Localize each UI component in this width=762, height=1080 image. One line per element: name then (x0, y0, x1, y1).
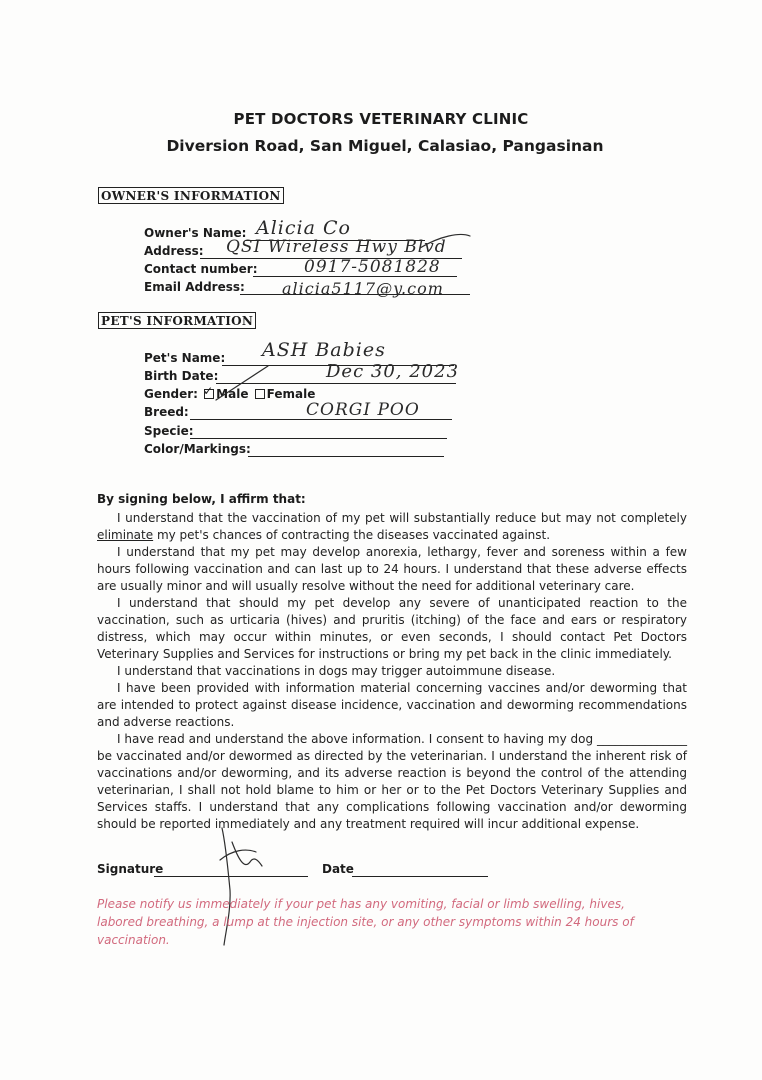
owner-address-label: Address: (144, 244, 204, 258)
birth-date-field[interactable]: Dec 30, 2023 (326, 361, 460, 382)
gender-strike-mark (216, 366, 268, 400)
consent-paragraph: I have been provided with information material concerning vaccines and/or deworming that are intended to protect against disease incidence, vaccination and deworming recommendations and adverse reactions. (97, 681, 687, 729)
consent-paragraph: I understand that vaccinations in dogs may trigger autoimmune disease. (117, 664, 556, 678)
consent-paragraph: I understand that my pet may develop anorexia, lethargy, fever and soreness within a few hours following vaccination and can last up to 24 hours. I understand that these adverse effects are usually minor and will usually resolve without the need for additional veterinary care. (97, 545, 687, 593)
contact-number-field[interactable]: 0917-5081828 (304, 257, 441, 277)
female-option-label: Female (266, 387, 316, 401)
gender-label: Gender: (144, 387, 198, 401)
owner-name-field[interactable]: Alicia Co (256, 217, 351, 239)
color-markings-label: Color/Markings: (144, 442, 251, 456)
consent-intro: By signing below, I affirm that: (97, 492, 306, 506)
address-flourish (420, 235, 470, 249)
contact-number-label: Contact number: (144, 262, 258, 276)
pet-section-heading: PET'S INFORMATION (98, 312, 256, 329)
consent-paragraph: I understand that should my pet develop any severe of unanticipated reaction to the vaccination, such as urticaria (hives) and pruritis (itching) of the face and ears or respiratory distress, which may occur within minutes, or even seconds, I should contact Pet Doctors Veterinary Supplies and Services for instructions or bring my pet back in the clinic immediately. (97, 596, 687, 661)
email-field[interactable]: alicia5117@y.com (282, 279, 444, 298)
signature-label: Signature (97, 862, 164, 876)
eliminate-word: eliminate (97, 528, 154, 542)
clinic-name: PET DOCTORS VETERINARY CLINIC (233, 110, 529, 128)
symptom-notice: Please notify us immediately if your pet has any vomiting, facial or limb swelling, hives, labored breathing, a lump at the injection site, or any other symptoms within 24 hours of vaccination. (97, 897, 634, 947)
breed-label: Breed: (144, 405, 189, 419)
clinic-address: Diversion Road, San Miguel, Calasiao, Pangasinan (166, 137, 604, 155)
consent-paragraph: I understand that the vaccination of my pet will substantially reduce but may not completely eliminate my pet's chances of contracting the diseases vaccinated against. (97, 511, 687, 542)
dog-name-blank[interactable]: _______________ (596, 732, 687, 746)
check-icon: ✓ (203, 384, 214, 398)
owner-name-label: Owner's Name: (144, 226, 247, 240)
owner-address-field[interactable]: QSI Wireless Hwy Blvd (226, 237, 447, 257)
pet-name-field[interactable]: ASH Babies (262, 339, 386, 361)
date-label: Date (322, 862, 354, 876)
consent-paragraph: I have read and understand the above information. I consent to having my dog _______________ be vaccinated and/or dewormed as directed by the veterinarian. I understand the inherent risk of vaccinations and/or deworming, and its adverse reaction is beyond the control of the attending veterinarian, I shall not hold blame to him or her or to the Pet Doctors Veterinary Supplies and Services staffs. I understand that any complications following vaccination and/or deworming should be reported immediately and any treatment required will incur additional expense. (97, 732, 687, 831)
birth-date-label: Birth Date: (144, 369, 219, 383)
email-label: Email Address: (144, 280, 245, 294)
owner-section-heading: OWNER'S INFORMATION (98, 187, 284, 204)
breed-field[interactable]: CORGI POO (306, 400, 420, 420)
male-option-label: Male (216, 387, 249, 401)
specie-label: Specie: (144, 424, 194, 438)
pet-name-label: Pet's Name: (144, 351, 226, 365)
signature-stroke (232, 842, 262, 866)
